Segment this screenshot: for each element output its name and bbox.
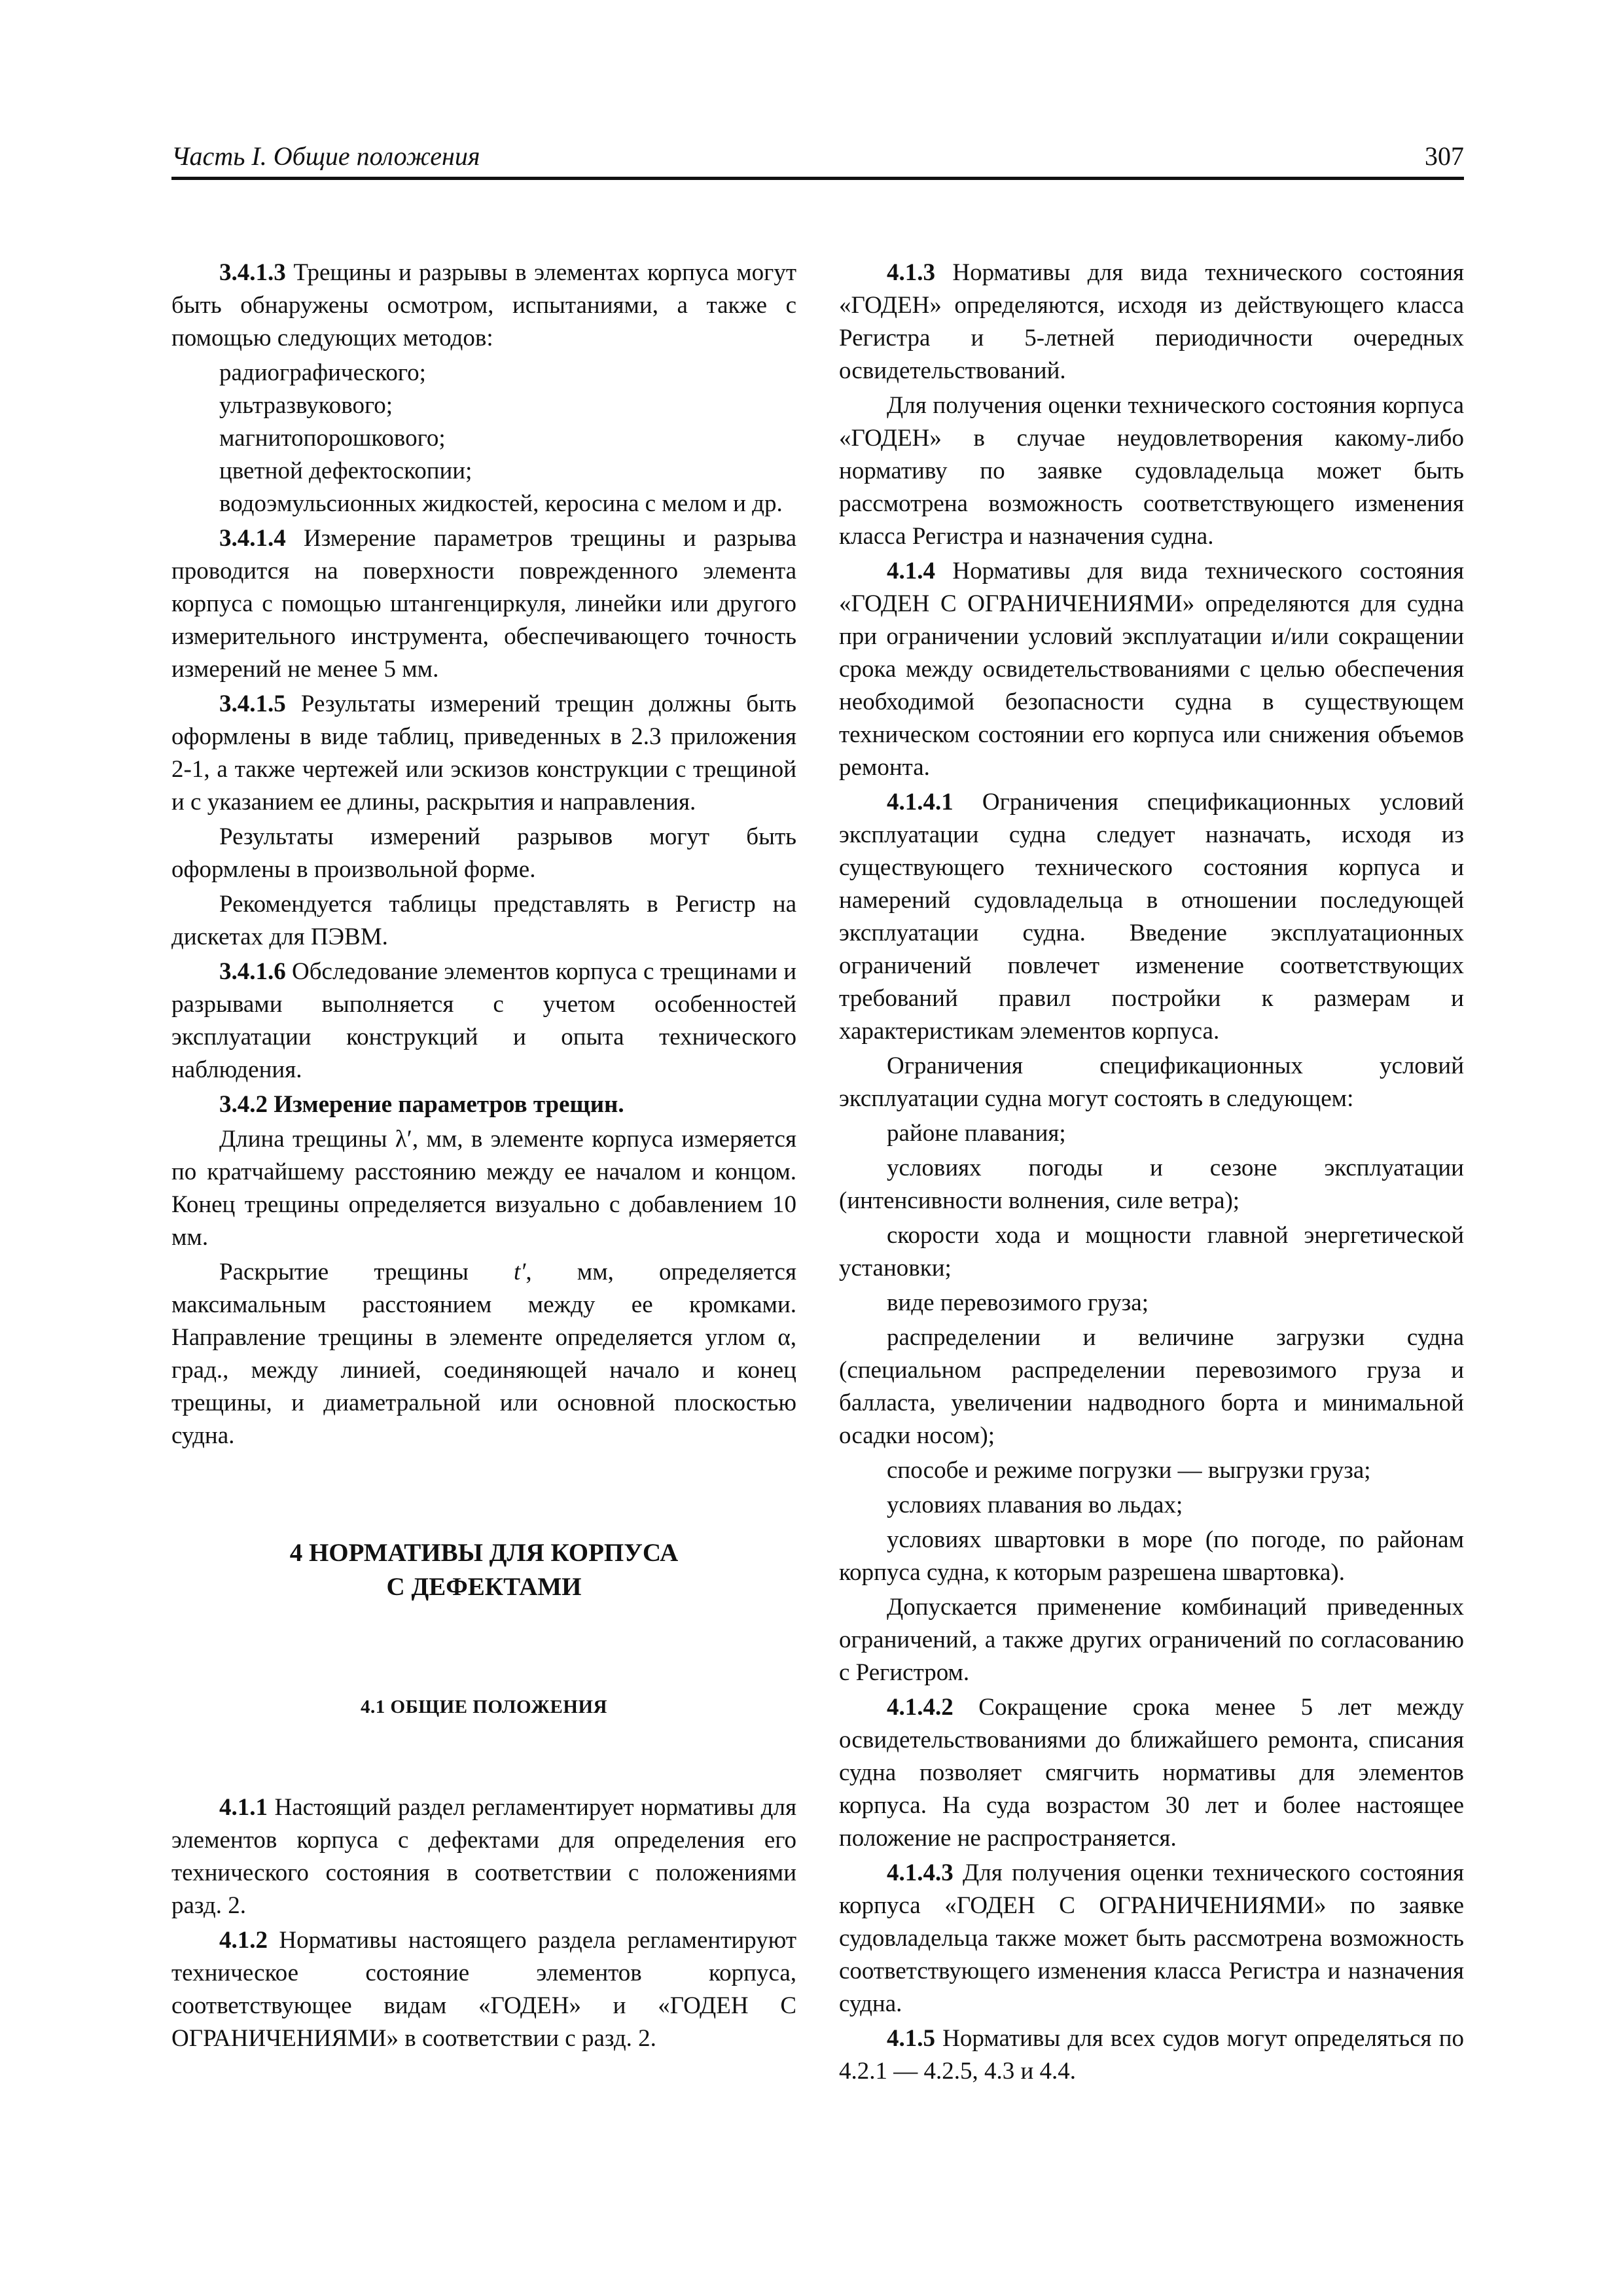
clause-number: 3.4.1.5: [219, 691, 286, 717]
paragraph-combination: Допускается применение комбинаций приведенных ограничений, а также других ограничений по согласованию с Регистром.: [839, 1594, 1464, 1686]
clause-number: 4.1.4: [887, 558, 935, 584]
subsection-4-1-title: 4.1 ОБЩИЕ ПОЛОЖЕНИЯ: [361, 1696, 607, 1717]
text-run: , град., между линией, соединяющей начало и конец трещины, и диаметральной или основной плоскостью судна.: [171, 1324, 796, 1449]
clause-number: 4.1.2: [219, 1927, 268, 1954]
text-run: , мм, в элементе корпуса измеряется по кратчайшему расстоянию между ее началом и концом. Конец трещины определяется визуально с добавлением 10 мм.: [171, 1126, 796, 1251]
limit-item: способе и режиме погрузки — выгрузки груза;: [887, 1457, 1371, 1484]
clause-number: 4.1.5: [887, 2025, 935, 2052]
heading-3-4-2: 3.4.2 Измерение параметров трещин.: [219, 1091, 624, 1118]
right-column: [839, 257, 1464, 2090]
clause-number: 3.4.1.3: [219, 259, 286, 286]
paragraph-3-4-1-5: [171, 688, 796, 819]
method-item: магнитопорошкового;: [219, 425, 446, 452]
page-number: 307: [1425, 141, 1464, 171]
limit-item: скорости хода и мощности главной энергетической установки;: [839, 1222, 1464, 1282]
paragraph-4-1-4-3: [839, 1857, 1464, 2020]
t-symbol: t′: [514, 1259, 526, 1285]
paragraph-4-1-3-cont: Для получения оценки технического состояния корпуса «ГОДЕН» в случае неудовлетворения какому-либо нормативу по заявке судовладельца может быть рассмотрена возможность соответствующего изменения класса Регистра и назначения судна.: [839, 392, 1464, 550]
text-run: Раскрытие трещины: [219, 1259, 514, 1285]
method-item: радиографического;: [219, 359, 426, 386]
paragraph-3-4-1-3: [171, 257, 796, 355]
paragraph-recommend: Рекомендуется таблицы представлять в Регистр на дискетах для ПЭВМ.: [171, 891, 796, 950]
method-item: ультразвукового;: [219, 392, 393, 419]
paragraph-text: Трещины и разрывы в элементах корпуса могут быть обнаружены осмотром, испытаниями, а также с помощью следующих методов:: [171, 259, 796, 351]
section-4-title: [171, 1536, 796, 1604]
limit-item: условиях плавания во льдах;: [887, 1492, 1183, 1518]
paragraph-3-4-1-6: [171, 956, 796, 1086]
text-run: , мм, определяется максимальным расстоянием между ее кромками. Направление трещины в элементе определяется углом: [171, 1259, 796, 1351]
clause-number: 4.1.4.1: [887, 789, 954, 816]
limit-item: условиях погоды и сезоне эксплуатации (интенсивности волнения, силе ветра);: [839, 1155, 1464, 1214]
clause-number: 4.1.1: [219, 1794, 268, 1821]
running-header: [171, 140, 1464, 180]
method-item: цветной дефектоскопии;: [219, 457, 473, 484]
header-title: Часть I. Общие положения: [171, 141, 480, 171]
paragraph-4-1-3: [839, 257, 1464, 387]
limit-item: распределении и величине загрузки судна (специальном распределении перевозимого груза и балласта, увеличении надводного борта и минимальной осадки носом);: [839, 1324, 1464, 1449]
paragraph-text: Нормативы настоящего раздела регламентируют техническое состояние элементов корпуса, соответствующее видам «ГОДЕН» и «ГОДЕН С ОГРАНИЧЕНИЯМИ» в соответствии с разд. 2.: [171, 1927, 796, 2052]
clause-number: 4.1.3: [887, 259, 935, 286]
paragraph-3-4-1-4: [171, 522, 796, 686]
clause-number: 4.1.4.3: [887, 1859, 954, 1886]
clause-number: 3.4.1.4: [219, 525, 286, 552]
lambda-symbol: λ′: [395, 1126, 412, 1153]
method-item: водоэмульсионных жидкостей, керосина с мелом и др.: [219, 490, 783, 517]
limit-item: районе плавания;: [887, 1120, 1066, 1147]
paragraph-text: Нормативы для вида технического состояния «ГОДЕН» определяются, исходя из действующего класса Регистра и 5-летней периодичности очередных освидетельствований.: [839, 259, 1464, 384]
paragraph-4-1-5: [839, 2022, 1464, 2088]
paragraph-text: Измерение параметров трещины и разрыва проводится на поверхности поврежденного элемента корпуса с помощью штангенциркуля, линейки или другого измерительного инструмента, обеспечивающего точность измерений не менее 5 мм.: [171, 525, 796, 683]
paragraph-text: Ограничения спецификационных условий эксплуатации судна следует назначать, исходя из существующего технического состояния корпуса и намерений судовладельца в отношении последующей эксплуатации судна. Введение эксплуатационных ограничений повлечет изменение соответствующих требований правил постройки к размерам и характеристикам элементов корпуса.: [839, 789, 1464, 1045]
paragraph-text: Сокращение срока менее 5 лет между освидетельствованиями до ближайшего ремонта, списания судна позволяет смягчить нормативы для элементов корпуса. На суда возрастом 30 лет и более настоящее положение не распространяется.: [839, 1694, 1464, 1852]
alpha-symbol: α: [777, 1324, 791, 1351]
paragraph-text: Настоящий раздел регламентирует нормативы для элементов корпуса с дефектами для определения его технического состояния в соответствии с положениями разд. 2.: [171, 1794, 796, 1919]
paragraph-4-1-4-2: [839, 1691, 1464, 1855]
text-run: Длина трещины: [219, 1126, 395, 1153]
paragraph-4-1-1: [171, 1791, 796, 1922]
limit-item: условиях швартовки в море (по погоде, по районам корпуса судна, к которым разрешена швартовка).: [839, 1526, 1464, 1586]
paragraph-limits-intro: Ограничения спецификационных условий эксплуатации судна могут состоять в следующем:: [839, 1052, 1464, 1112]
paragraph-text: Для получения оценки технического состояния корпуса «ГОДЕН С ОГРАНИЧЕНИЯМИ» по заявке судовладельца также может быть рассмотрена возможность соответствующего изменения класса Регистра и назначения судна.: [839, 1859, 1464, 2017]
section-title-line: 4 НОРМАТИВЫ ДЛЯ КОРПУСА: [289, 1539, 679, 1567]
paragraph-text: Обследование элементов корпуса с трещинами и разрывами выполняется с учетом особенностей эксплуатации конструкций и опыта технического наблюдения.: [171, 958, 796, 1083]
paragraph-text: Результаты измерений трещин должны быть оформлены в виде таблиц, приведенных в 2.3 приложения 2-1, а также чертежей или эскизов конструкции с трещиной и с указанием ее длины, раскрытия и направления.: [171, 691, 796, 816]
left-column: [171, 257, 796, 2057]
limit-item: виде перевозимого груза;: [887, 1289, 1149, 1316]
paragraph-text: Нормативы для вида технического состояния «ГОДЕН С ОГРАНИЧЕНИЯМИ» определяются для судна при ограничении условий эксплуатации и/или сокращении срока между освидетельствованиями с целью обеспечения необходимой безопасности судна в существующем техническом состоянии его корпуса или снижения объемов ремонта.: [839, 558, 1464, 781]
section-title-line: С ДЕФЕКТАМИ: [386, 1573, 582, 1601]
clause-number: 4.1.4.2: [887, 1694, 954, 1721]
paragraph-4-1-4: [839, 555, 1464, 784]
clause-number: 3.4.1.6: [219, 958, 286, 985]
paragraph-crack-opening: [171, 1256, 796, 1452]
paragraph-4-1-2: [171, 1924, 796, 2055]
paragraph-crack-length: [171, 1123, 796, 1254]
paragraph-results: Результаты измерений разрывов могут быть оформлены в произвольной форме.: [171, 823, 796, 883]
paragraph-4-1-4-1: [839, 786, 1464, 1048]
paragraph-text: Нормативы для всех судов могут определяться по 4.2.1 — 4.2.5, 4.3 и 4.4.: [839, 2025, 1464, 2085]
